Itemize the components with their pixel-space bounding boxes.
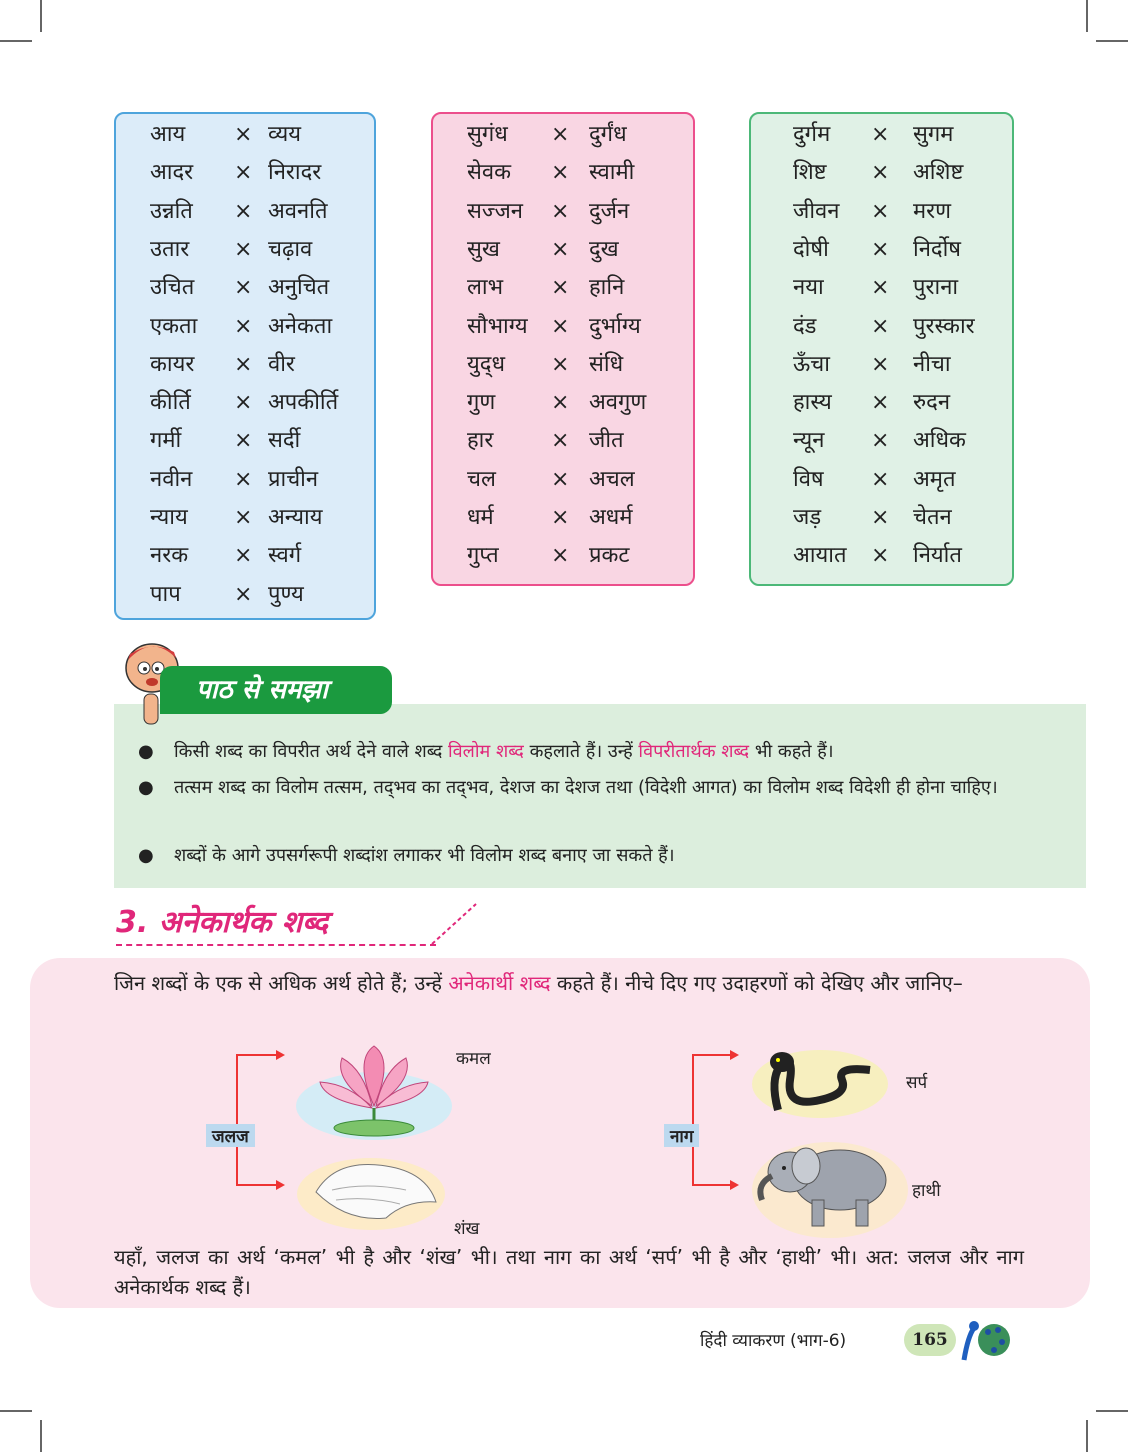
meaning-sarp: सर्प [906, 1073, 928, 1093]
antonym-word: अनुचित [268, 275, 330, 301]
word: सेवक [467, 160, 512, 186]
cross-sign: × [551, 198, 570, 224]
summary-title: पाठ से समझा [160, 666, 392, 714]
book-title: हिंदी व्याकरण (भाग-6) [700, 1331, 847, 1351]
antonym-word: अनेकता [268, 313, 333, 339]
arrow [692, 1184, 732, 1186]
arrow [692, 1054, 732, 1056]
word: धर्म [467, 505, 494, 530]
crop-mark [1096, 40, 1128, 42]
crop-mark [0, 1410, 32, 1412]
arrow-head [730, 1180, 739, 1190]
arrow [236, 1054, 278, 1056]
snake-icon [750, 1040, 890, 1120]
bullet-text: कहलाते हैं। उन्हें [523, 741, 639, 762]
word: पाप [150, 581, 181, 607]
root-word-jalaj: जलज [206, 1124, 255, 1147]
cross-sign: × [551, 428, 570, 454]
elephant-icon [750, 1130, 910, 1240]
antonym-word: अवनति [268, 198, 328, 224]
cross-sign: × [871, 505, 890, 530]
antonym-word: निर्यात [913, 543, 962, 569]
antonym-word: मरण [913, 198, 952, 224]
cross-sign: × [551, 313, 570, 339]
cross-sign: × [234, 581, 253, 607]
word: आदर [150, 160, 194, 186]
cross-sign: × [871, 428, 890, 454]
cross-sign: × [871, 160, 890, 186]
cross-sign: × [871, 198, 890, 224]
antonym-word: वीर [268, 351, 295, 377]
word: सुख [467, 236, 500, 262]
bullet-text: तत्सम शब्द का विलोम तत्सम, तद्‌भव का तद्‌भव, देशज का देशज तथा (विदेशी आगत) का विलोम शब्द विदेशी ही होना चाहिए। [174, 777, 998, 798]
bullet-text: किसी शब्द का विपरीत अर्थ देने वाले शब्द [174, 741, 449, 762]
antonym-word: पुण्य [268, 581, 304, 607]
antonym-word: पुराना [913, 275, 959, 301]
crop-mark [1086, 0, 1088, 32]
word: नया [793, 275, 824, 301]
antonym-box-pink [431, 112, 695, 586]
word: नवीन [150, 466, 193, 492]
antonym-word: स्वामी [589, 160, 635, 186]
bracket-line [692, 1054, 694, 1184]
antonym-word: निर्दोष [913, 236, 962, 262]
word: गुप्त [467, 543, 499, 569]
word: दोषी [793, 236, 829, 262]
crop-mark [40, 0, 42, 32]
cross-sign: × [871, 466, 890, 492]
antonym-word: अधर्म [589, 505, 633, 530]
meaning-shankh: शंख [454, 1219, 480, 1239]
antonym-word: सर्दी [268, 428, 301, 454]
cross-sign: × [551, 390, 570, 416]
arrow [236, 1184, 278, 1186]
conch-shell-icon [296, 1152, 446, 1232]
antonym-word: अचल [589, 466, 635, 492]
antonym-word: जीत [589, 428, 624, 454]
word: उन्नति [150, 198, 193, 224]
bullet-dot: ● [138, 845, 154, 866]
bullet-dot: ● [138, 741, 154, 762]
cross-sign: × [234, 275, 253, 301]
word: हार [467, 428, 494, 454]
antonym-word: हानि [589, 275, 625, 301]
bracket-line [236, 1054, 238, 1184]
crop-mark [0, 40, 32, 42]
root-word-naag: नाग [664, 1124, 699, 1147]
word: शिष्ट [793, 160, 827, 186]
highlight-term: अनेकार्थी शब्द [448, 971, 551, 995]
word: दंड [793, 313, 817, 339]
word: कायर [150, 351, 195, 377]
highlight-term: विपरीतार्थक शब्द [638, 741, 750, 762]
word: चल [467, 466, 496, 492]
cross-sign: × [234, 428, 253, 454]
word: विष [793, 466, 824, 492]
peacock-icon [954, 1314, 1010, 1364]
crop-mark [1086, 1420, 1088, 1452]
word: उचित [150, 275, 195, 301]
word: जीवन [793, 198, 840, 224]
antonym-word: प्राचीन [268, 466, 319, 492]
antonym-word: अन्याय [268, 505, 323, 530]
antonym-word: सुगम [913, 122, 954, 147]
cross-sign: × [871, 275, 890, 301]
word: गर्मी [150, 428, 182, 454]
antonym-word: नीचा [913, 351, 951, 377]
word: दुर्गम [793, 122, 831, 147]
section-intro: जिन शब्दों के एक से अधिक अर्थ होते हैं; उन्हें अनेकार्थी शब्द कहते हैं। नीचे दिए गए उदाहरणों को देखिए और जानिए– [114, 971, 963, 995]
lotus-icon [294, 1040, 454, 1140]
cross-sign: × [551, 275, 570, 301]
antonym-word: अवगुण [589, 390, 647, 416]
cross-sign: × [551, 543, 570, 569]
word: एकता [150, 313, 198, 339]
cross-sign: × [871, 122, 890, 147]
cross-sign: × [551, 505, 570, 530]
bullet-dot: ● [138, 777, 154, 798]
cross-sign: × [234, 543, 253, 569]
cross-sign: × [551, 122, 570, 147]
cross-sign: × [234, 505, 253, 530]
heading-slash-decoration [430, 900, 480, 950]
antonym-word: अमृत [913, 466, 956, 492]
word: युद्‌ध [467, 351, 505, 377]
antonym-word: चेतन [913, 505, 952, 530]
page-number: 165 [904, 1324, 956, 1356]
word: उतार [150, 236, 190, 262]
word: सज्जन [467, 198, 523, 224]
cross-sign: × [871, 543, 890, 569]
cross-sign: × [234, 466, 253, 492]
cross-sign: × [234, 236, 253, 262]
word: लाभ [467, 275, 504, 301]
antonym-word: स्वर्ग [268, 543, 302, 569]
antonym-box-blue [114, 112, 376, 620]
meaning-haathi: हाथी [912, 1181, 941, 1201]
meaning-kamal: कमल [456, 1049, 491, 1069]
word: हास्य [793, 390, 832, 416]
crop-mark [1096, 1410, 1128, 1412]
heading-underline [116, 944, 436, 946]
antonym-word: व्यय [268, 122, 302, 147]
section-conclusion: यहाँ, जलज का अर्थ ‘कमल’ भी है और ‘शंख’ भी। तथा नाग का अर्थ ‘सर्प’ भी है और ‘हाथी’ भी। अत: जलज और नाग अनेकार्थक शब्द हैं। [114, 1245, 1024, 1299]
bullet-text: शब्दों के आगे उपसर्गरूपी शब्दांश लगाकर भी विलोम शब्द बनाए जा सकते हैं। [174, 845, 675, 866]
cross-sign: × [551, 236, 570, 262]
word: सुगंध [467, 122, 508, 147]
antonym-word: चढ़ाव [268, 236, 313, 262]
cross-sign: × [234, 390, 253, 416]
cross-sign: × [234, 160, 253, 186]
antonym-word: दुर्गंध [589, 122, 627, 147]
cross-sign: × [871, 236, 890, 262]
word: गुण [467, 390, 496, 416]
bullet-text: भी कहते हैं। [749, 741, 834, 762]
antonym-word: दुख [589, 236, 619, 262]
antonym-word: संधि [589, 351, 624, 377]
cross-sign: × [871, 390, 890, 416]
antonym-word: रुदन [913, 390, 951, 416]
antonym-word: पुरस्कार [913, 313, 975, 339]
antonym-word: अपकीर्ति [268, 390, 339, 416]
word: जड़ [793, 505, 822, 530]
highlight-term: विलोम शब्द [448, 741, 524, 762]
antonym-word: अधिक [913, 428, 966, 454]
arrow-head [276, 1180, 285, 1190]
antonym-word: दुर्जन [589, 198, 630, 224]
word: न्याय [150, 505, 188, 530]
cross-sign: × [871, 351, 890, 377]
antonym-box-green [749, 112, 1014, 586]
word: ऊँचा [793, 351, 830, 377]
antonym-word: प्रकट [589, 543, 630, 569]
arrow-head [276, 1050, 285, 1060]
antonym-word: निरादर [268, 160, 322, 186]
arrow-head [730, 1050, 739, 1060]
cross-sign: × [234, 198, 253, 224]
cross-sign: × [551, 160, 570, 186]
crop-mark [40, 1420, 42, 1452]
word: कीर्ति [150, 390, 191, 416]
cross-sign: × [551, 466, 570, 492]
cross-sign: × [234, 351, 253, 377]
word: न्यून [793, 428, 825, 454]
antonym-word: दुर्भाग्य [589, 313, 641, 339]
word: आयात [793, 543, 847, 569]
word: आय [150, 122, 186, 147]
word: सौभाग्य [467, 313, 528, 339]
antonym-word: अशिष्ट [913, 160, 964, 186]
cross-sign: × [234, 122, 253, 147]
cross-sign: × [551, 351, 570, 377]
section-heading: 3. अनेकार्थक शब्द [116, 905, 329, 940]
cross-sign: × [871, 313, 890, 339]
cross-sign: × [234, 313, 253, 339]
word: नरक [150, 543, 189, 569]
